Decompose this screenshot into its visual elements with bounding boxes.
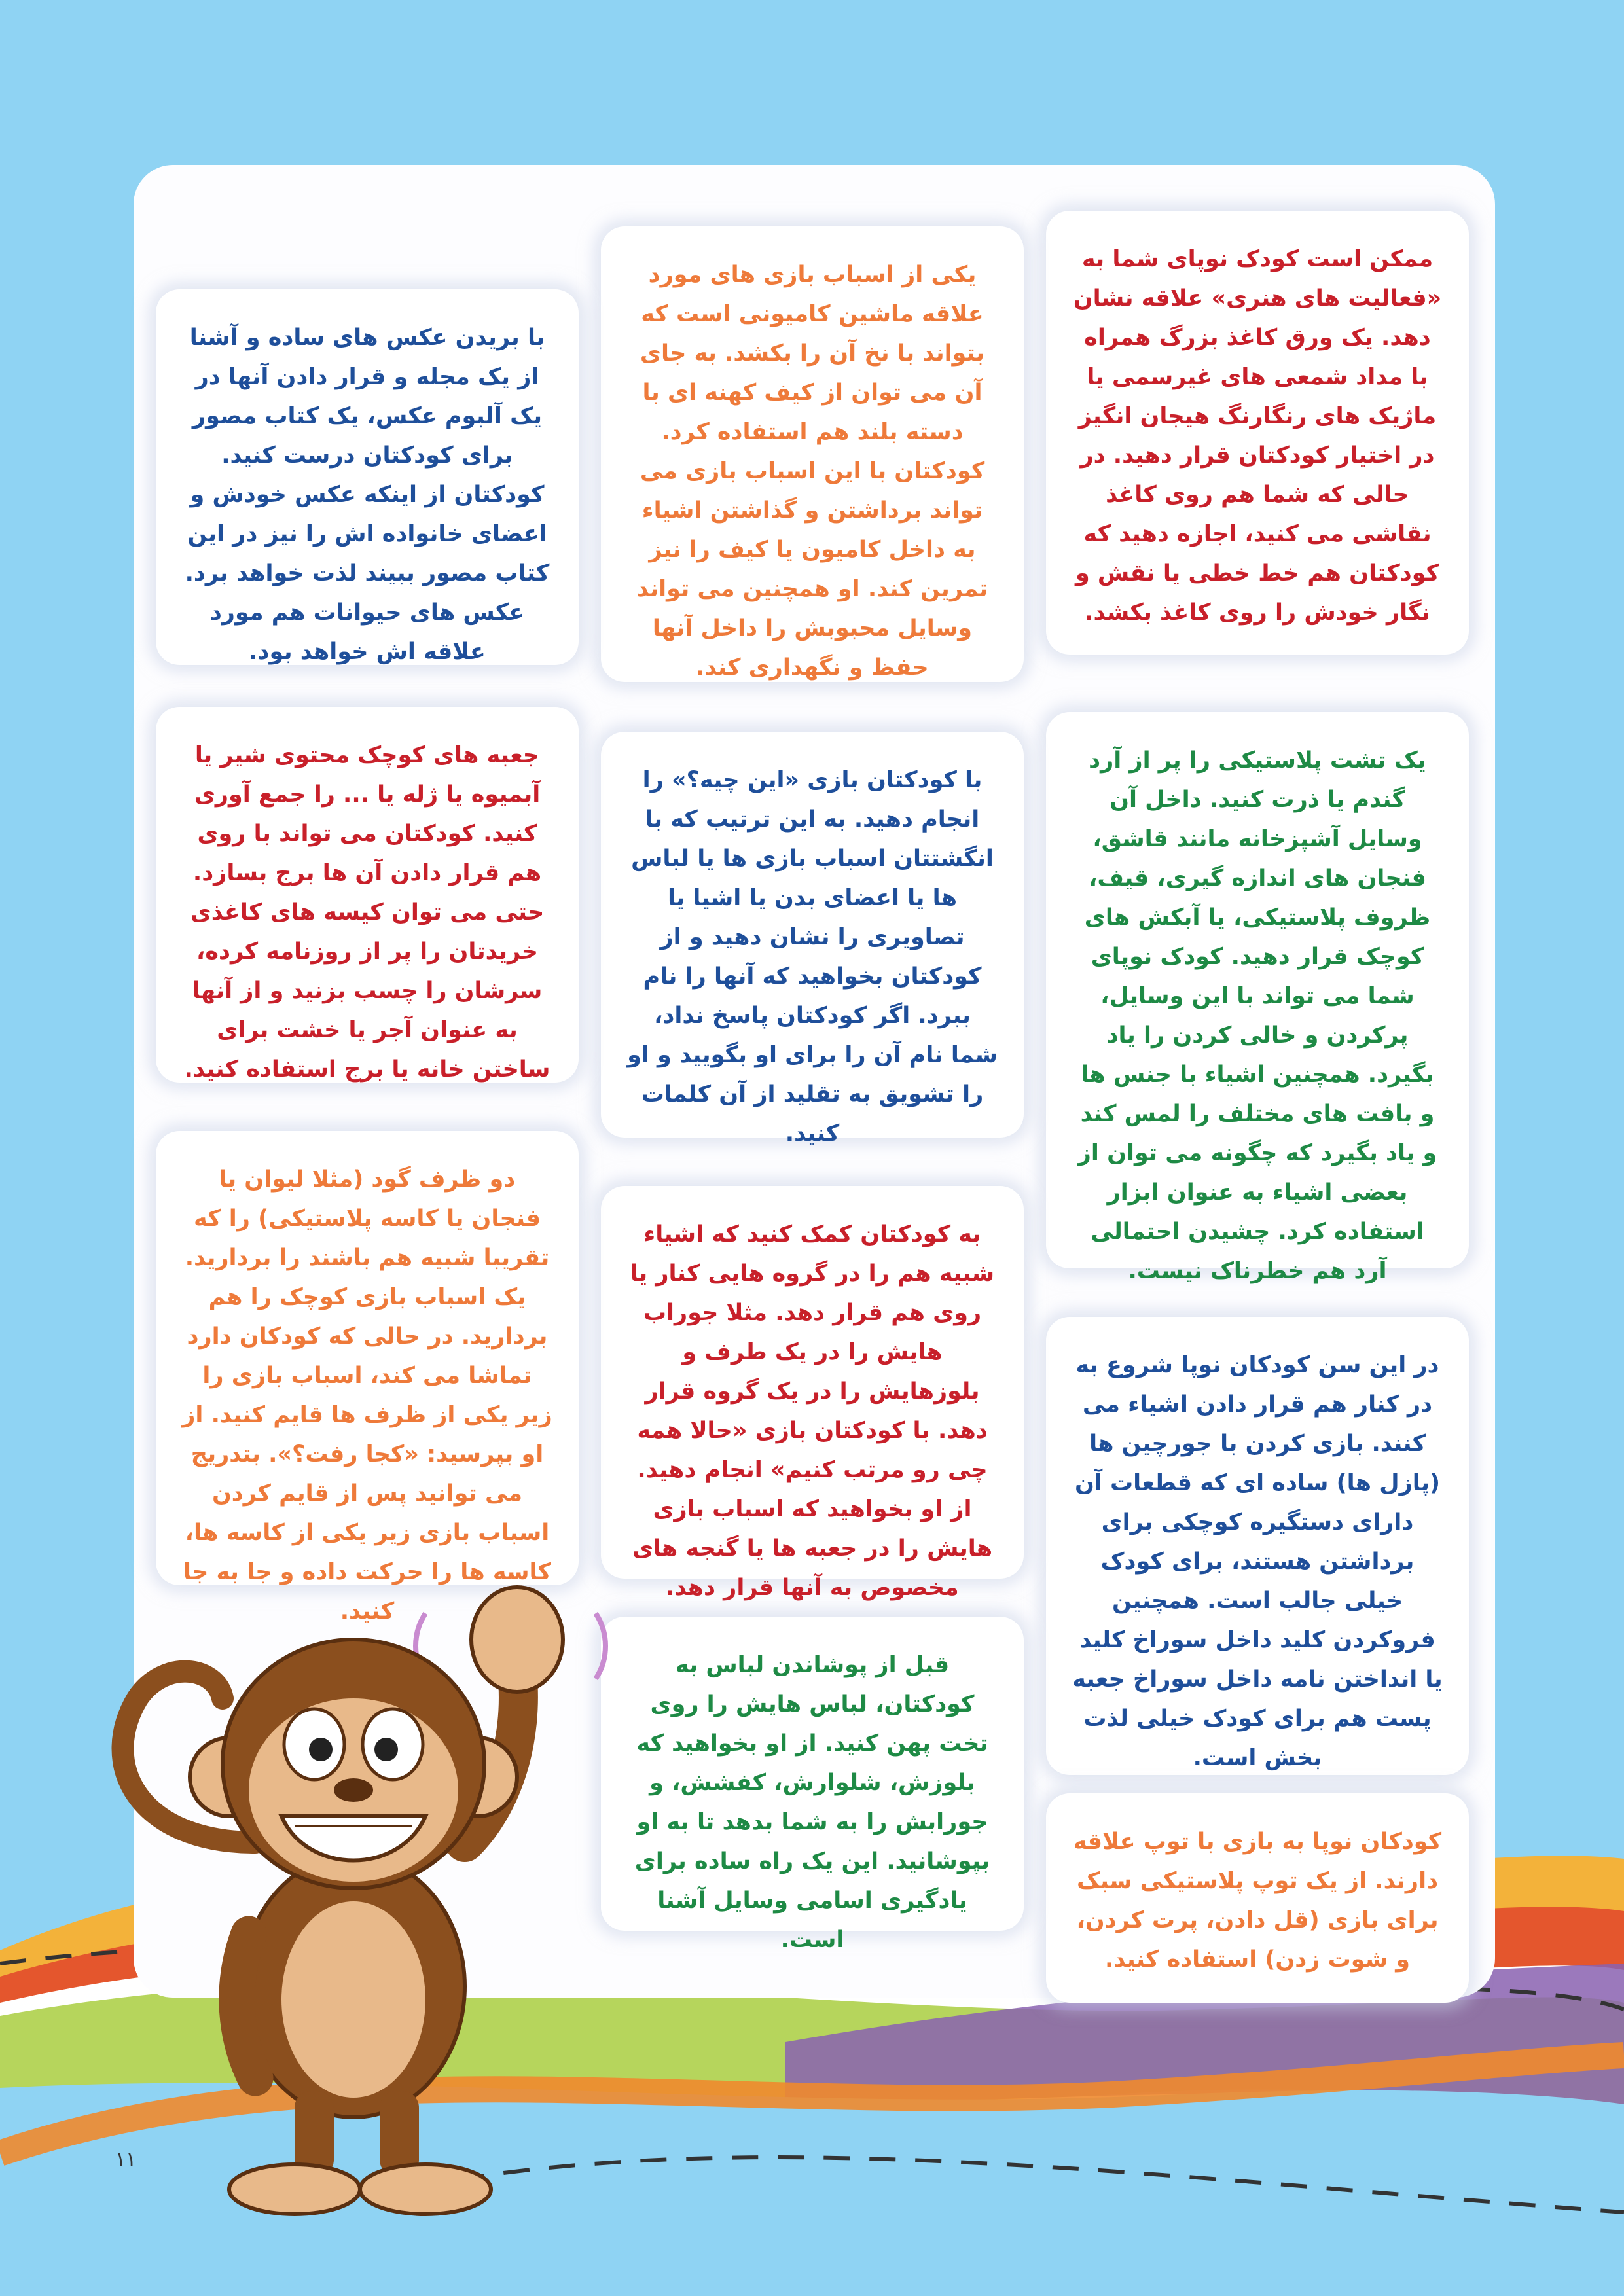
- card-text: قبل از پوشاندن لباس به کودکتان، لباس هایش را روی تخت پهن کنید. از او بخواهید که بلوزش، شلوارش، کفشش، و جورابش را به شما بدهد تا به او بپوشانید. این یک راه ساده برای یادگیری اسامی وسایل آشنا است.: [634, 1652, 990, 1953]
- card-text: کودکان نوپا به بازی با توپ علاقه دارند. از یک توپ پلاستیکی سبک برای بازی (قل دادن، پرت کردن، و شوت زدن) استفاده کنید.: [1073, 1829, 1442, 1973]
- card-art-activities: [1046, 211, 1469, 655]
- card-what-is-this-game: [601, 732, 1024, 1147]
- card-toy-truck: [601, 226, 1024, 682]
- page-number: ۱۱: [115, 2148, 137, 2171]
- card-text: ممکن است کودک نوپای شما به «فعالیت های هنری» علاقه نشان دهد. یک ورق کاغذ بزرگ همراه با مداد شمعی های غیرسمی یا ماژیک های رنگارنگ هیجان انگیز در اختیار کودکتان قرار دهید. در حالی که شما هم روی کاغذ نقاشی می کنید، اجازه دهید که کودکتان هم خط خطی یا نقش و نگار خودش را روی کاغذ بکشد.: [1073, 246, 1442, 626]
- card-text: دو ظرف گود (مثلا لیوان یا فنجان یا کاسه پلاستیکی) را که تقریبا شبیه هم باشند را بردارید. یک اسباب بازی کوچک را هم بردارید. در حالی که کودکان دارد تماشا می کند، اسباب بازی را زیر یکی از ظرف ها قایم کنید. از او بپرسید: «کجا رفت؟». بتدریج می توانید پس از قایم کردن اسباب بازی زیر یکی از کاسه ها، کاسه ها را حرکت داده و جا به جا کنید.: [182, 1166, 552, 1624]
- card-ball-play: [1046, 1793, 1469, 2003]
- card-text: در این سن کودکان نوپا شروع به در کنار هم قرار دادن اشیاء می کنند. بازی کردن با جورچین ها (پازل ها) ساده ای که قطعات آن دارای دستگیره کوچکی برای برداشتن هستند، برای کودک خیلی جالب است. همچنین فروکردن کلید داخل سوراخ کلید یا انداختن نامه داخل سوراخ جعبه پست هم برای کودک خیلی لذت بخش است.: [1072, 1352, 1443, 1771]
- card-puzzles: [1046, 1317, 1469, 1775]
- card-box-tower: [156, 707, 579, 1083]
- card-text: یکی از اسباب بازی های مورد علاقه ماشین کامیونی است که بتواند با نخ آن را بکشد. به جای آن می توان از کیف کهنه ای با دسته بلند هم استفاده کرد. کودکتان با این اسباب بازی می تواند برداشتن و گذاشتن اشیاء به داخل کامیون یا کیف را نیز تمرین کند. او همچنین می تواند وسایل محبوبش را داخل آنها حفظ و نگهداری کند.: [636, 262, 988, 681]
- card-hidden-cups: [156, 1131, 579, 1624]
- card-text: با بریدن عکس های ساده و آشنا از یک مجله و قرار دادن آنها در یک آلبوم عکس، یک کتاب مصور برای کودکتان درست کنید. کودکتان از اینکه عکس خودش و اعضای خانواده اش را نیز در این کتاب مصور ببیند لذت خواهد برد. عکس های حیوانات هم مورد علاقه اش خواهد بود.: [185, 325, 550, 665]
- card-text: جعبه های کوچک محتوی شیر یا آبمیوه یا ژله یا ... را جمع آوری کنید. کودکتان می تواند با روی هم قرار دادن آن ها برج بسازد. حتی می توان کیسه های کاغذی خریدتان را پر از روزنامه کرده، سرشان را چسب بزنید و از آنها به عنوان آجر یا خشت برای ساختن خانه یا برج استفاده کنید.: [184, 742, 550, 1083]
- card-text: با کودکتان بازی «این چیه؟» را انجام دهید. به این ترتیب که با انگشتتان اسباب بازی ها یا لباس ها یا اعضای بدن یا اشیا یا تصاویری را نشان دهید و از کودکتان بخواهید که آنها را نام ببرد. اگر کودکتان پاسخ نداد، شما نام آن را برای او بگویید و او را تشویق به تقلید از آن کلمات کنید.: [627, 767, 998, 1147]
- card-photo-book: [156, 289, 579, 665]
- card-text: یک تشت پلاستیکی را پر از آرد گندم یا ذرت کنید. داخل آن وسایل آشپزخانه مانند قاشق، فنجان های اندازه گیری، قیف، ظروف پلاستیکی، یا آبکش های کوچک قرار دهید. کودک نوپای شما می تواند با این وسایل، پرکردن و خالی کردن را یاد بگیرد. همچنین اشیاء با جنس ها و بافت های مختلف را لمس کند و یاد بگیرد که چگونه می توان از بعضی اشیاء به عنوان ابزار استفاده کرد. چشیدن احتمالی آرد هم خطرناک نیست.: [1077, 747, 1437, 1284]
- card-flour-tray: [1046, 712, 1469, 1284]
- card-text: به کودکتان کمک کنید که اشیاء شبیه هم را در گروه هایی کنار یا روی هم قرار دهد. مثلا جوراب هایش را در یک طرف و بلوزهایش را در یک گروه قرار دهد. با کودکتان بازی «حالا همه چی رو مرتب کنیم» انجام دهید. از او بخواهید که اسباب بازی هایش را در جعبه ها یا گنجه های مخصوص به آنها قرار دهد.: [630, 1221, 995, 1601]
- monkey-mascot-icon: [98, 1568, 609, 2222]
- card-dressing: [601, 1617, 1024, 1953]
- card-sorting-game: [601, 1186, 1024, 1601]
